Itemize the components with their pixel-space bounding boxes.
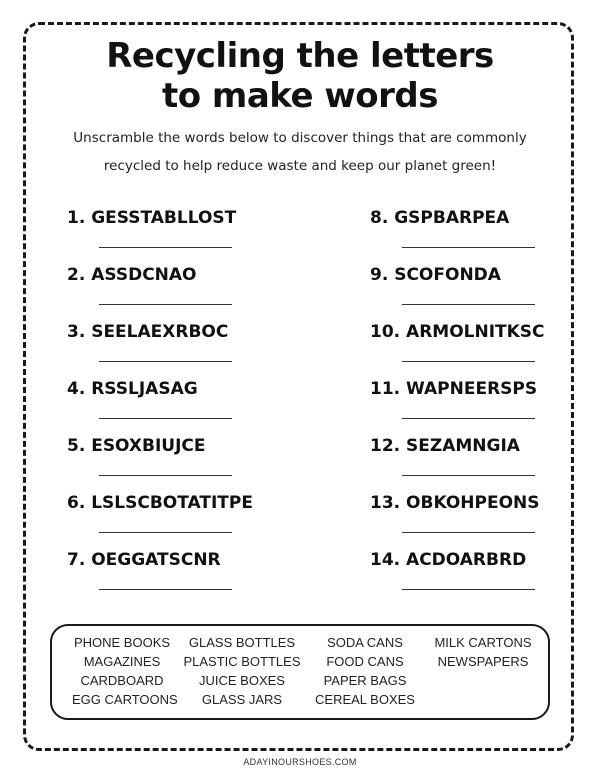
answer-line[interactable] [99, 361, 232, 362]
word-bank-column [183, 633, 301, 709]
puzzle-item [370, 436, 600, 486]
answer-line[interactable] [402, 247, 535, 248]
instructions-line-1: Unscramble the words below to discover things that are commonly [73, 130, 527, 146]
scrambled-word: 10. ARMOLNITKSC [370, 322, 545, 342]
puzzle-item [370, 208, 600, 258]
word-bank-word: PAPER BAGS [323, 673, 407, 688]
word-bank-word: PLASTIC BOTTLES [183, 654, 301, 669]
scrambled-word: 13. OBKOHPEONS [370, 493, 540, 513]
word-bank-column [310, 633, 420, 709]
word-bank-word: PHONE BOOKS [73, 635, 171, 650]
word-bank-word: GLASS JARS [201, 692, 283, 707]
answer-line[interactable] [99, 532, 232, 533]
scrambled-word: 4. RSSLJASAG [67, 379, 198, 399]
answer-line[interactable] [402, 418, 535, 419]
word-bank [50, 624, 550, 720]
puzzle-item [67, 265, 307, 315]
scrambled-word: 3. SEELAEXRBOC [67, 322, 229, 342]
puzzle-item [67, 436, 307, 486]
scrambled-word: 14. ACDOARBRD [370, 550, 527, 570]
word-bank-word: JUICE BOXES [199, 673, 285, 688]
word-bank-word: NEWSPAPERS [437, 654, 529, 669]
word-bank-word: MAGAZINES [83, 654, 161, 669]
puzzle-item [67, 379, 307, 429]
scrambled-word: 7. OEGGATSCNR [67, 550, 221, 570]
word-bank-word: GLASS BOTTLES [188, 635, 296, 650]
word-bank-word: SODA CANS [327, 635, 403, 650]
word-bank-column [428, 633, 538, 671]
puzzle-item [370, 265, 600, 315]
answer-line[interactable] [402, 475, 535, 476]
answer-line[interactable] [99, 418, 232, 419]
scrambled-word: 1. GESSTABLLOST [67, 208, 237, 228]
answer-line[interactable] [99, 247, 232, 248]
scrambled-word: 12. SEZAMNGIA [370, 436, 520, 456]
title-line-1: Recycling the letters [106, 36, 494, 76]
word-bank-word: FOOD CANS [326, 654, 404, 669]
word-bank-word: EGG CARTOONS [72, 692, 178, 707]
puzzle-item [370, 493, 600, 543]
answer-line[interactable] [402, 304, 535, 305]
footer-website: ADAYINOURSHOES.COM [243, 757, 357, 767]
scrambled-word: 9. SCOFONDA [370, 265, 501, 285]
puzzle-item [370, 379, 600, 429]
scrambled-word: 6. LSLSCBOTATITPE [67, 493, 253, 513]
puzzle-item [67, 493, 307, 543]
answer-line[interactable] [402, 532, 535, 533]
puzzle-item [370, 550, 600, 600]
scrambled-word: 8. GSPBARPEA [370, 208, 510, 228]
puzzle-item [370, 322, 600, 372]
word-bank-word: CEREAL BOXES [315, 692, 415, 707]
answer-line[interactable] [99, 304, 232, 305]
puzzle-item [67, 322, 307, 372]
answer-line[interactable] [99, 475, 232, 476]
page-title [0, 36, 600, 116]
instructions [40, 124, 560, 180]
word-bank-word: MILK CARTONS [434, 635, 532, 650]
instructions-line-2: recycled to help reduce waste and keep our planet green! [103, 158, 497, 174]
word-bank-column [72, 633, 178, 709]
puzzle-item [67, 550, 307, 600]
title-line-2: to make words [161, 76, 439, 116]
word-bank-word: CARDBOARD [80, 673, 164, 688]
scrambled-word: 2. ASSDCNAO [67, 265, 197, 285]
answer-line[interactable] [99, 589, 232, 590]
scrambled-word: 5. ESOXBIUJCE [67, 436, 206, 456]
puzzle-item [67, 208, 307, 258]
scrambled-word: 11. WAPNEERSPS [370, 379, 538, 399]
answer-line[interactable] [402, 589, 535, 590]
answer-line[interactable] [402, 361, 535, 362]
